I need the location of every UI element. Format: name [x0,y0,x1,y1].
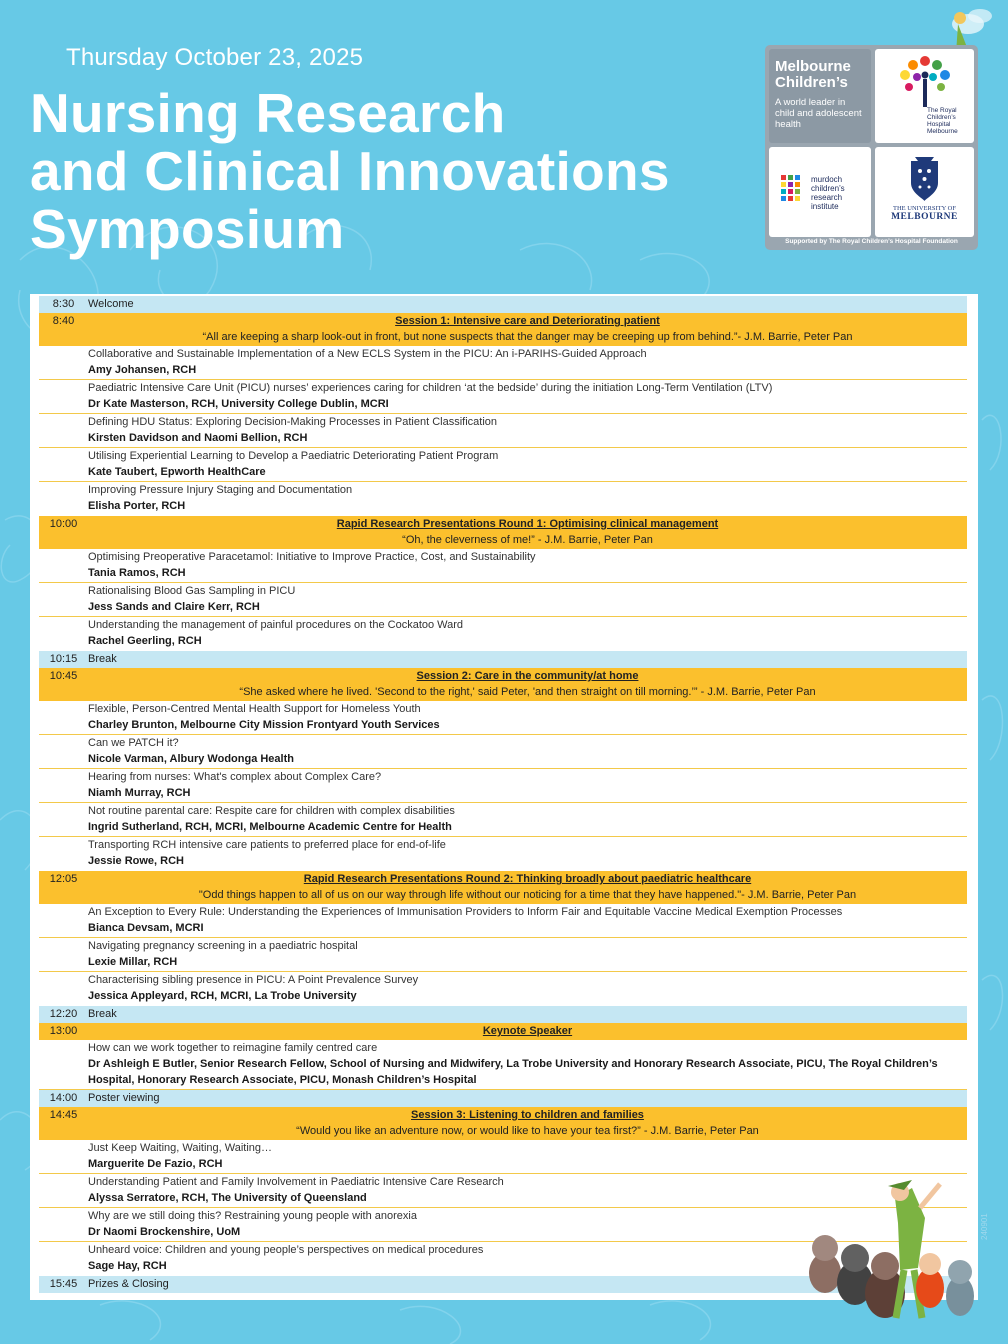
row-time [39,1040,88,1089]
talk-row [39,617,967,651]
talk-title: Collaborative and Sustainable Implementation of a New ECLS System in the PICU: An i-PARIHS-Guided Approach [88,348,647,360]
talk-row [39,448,967,482]
row-label: Welcome [88,298,134,310]
talk-row [39,938,967,972]
session-title: Rapid Research Presentations Round 1: Optimising clinical management [336,518,719,530]
talk-author: Lexie Millar, RCH [88,956,178,968]
schedule-row [39,296,967,313]
talk-row [39,1140,967,1174]
title-line-1: Nursing Research [30,82,506,144]
talk-row [39,346,967,380]
row-time [39,735,88,768]
mc-tagline: A world leader in child and adolescent health [775,97,862,130]
talk-author: Ingrid Sutherland, RCH, MCRI, Melbourne Academic Centre for Health [88,821,452,833]
talk-title: Can we PATCH it? [88,737,179,749]
talk-row [39,837,967,871]
row-time [39,1174,88,1207]
talk-author: Jessica Appleyard, RCH, MCRI, La Trobe University [88,990,357,1002]
session-title: Keynote Speaker [482,1025,573,1037]
row-time: 10:00 [49,518,78,530]
session-header [39,1107,967,1140]
talk-title: Defining HDU Status: Exploring Decision-Making Processes in Patient Classification [88,416,498,428]
row-time [39,617,88,651]
talk-author: Kirsten Davidson and Naomi Bellion, RCH [88,432,308,444]
row-time [39,972,88,1006]
row-time: 8:40 [52,315,75,327]
talk-author: Tania Ramos, RCH [88,567,186,579]
talk-row [39,583,967,617]
talk-title: Transporting RCH intensive care patients to preferred place for end-of-life [88,839,446,851]
talk-row [39,735,967,769]
session-quote: “All are keeping a sharp look-out in front, but none suspects that the danger may be creeping up from behind.”- J.M. Barrie, Peter Pan [202,331,853,343]
mcri-name: murdoch children’s research institute [811,175,845,211]
row-time [39,803,88,836]
talk-row [39,904,967,938]
talk-title: Rationalising Blood Gas Sampling in PICU [88,585,296,597]
row-time: 10:15 [49,653,78,665]
talk-title: Just Keep Waiting, Waiting, Waiting… [88,1142,273,1154]
row-time [39,414,88,447]
row-time: 14:00 [49,1092,78,1104]
talk-title: Characterising sibling presence in PICU: A Point Prevalence Survey [88,974,419,986]
talk-author: Bianca Devsam, MCRI [88,922,204,934]
talk-author: Sage Hay, RCH [88,1260,167,1272]
session-header [39,668,967,701]
event-date: Thursday October 23, 2025 [66,44,364,71]
row-time: 8:30 [52,298,75,310]
talk-title: An Exception to Every Rule: Understanding the Experiences of Immunisation Providers to Inform Fair and Equitable Vaccine Medical Exemption Processes [88,906,843,918]
session-quote: “Oh, the cleverness of me!” - J.M. Barrie, Peter Pan [402,534,653,546]
row-label: Prizes & Closing [88,1278,169,1290]
talk-author: Niamh Murray, RCH [88,787,191,799]
row-time [39,346,88,379]
talk-author: Dr Kate Masterson, RCH, University College Dublin, MCRI [88,398,389,410]
title-line-3: Symposium [30,198,345,260]
talk-author: Rachel Geerling, RCH [88,635,202,647]
talk-row [39,549,967,583]
row-time [39,701,88,734]
session-quote: "Odd things happen to all of us on our way through life without our noticing for a time that they have happened."- J.M. Barrie, Peter Pan [198,889,857,901]
program-rows [39,296,967,1293]
row-time [39,1140,88,1173]
title-line-2: and Clinical Innovations [30,140,670,202]
talk-title: Why are we still doing this? Restraining young people with anorexia [88,1210,417,1222]
row-time [39,583,88,616]
row-time: 12:20 [49,1008,78,1020]
talk-author: Charley Brunton, Melbourne City Mission Frontyard Youth Services [88,719,440,731]
row-time: 10:45 [49,670,78,682]
talk-author: Elisha Porter, RCH [88,500,186,512]
talk-title: Understanding Patient and Family Involvement in Paediatric Intensive Care Research [88,1176,504,1188]
program-table [30,294,978,1300]
session-title: Session 2: Care in the community/at home [416,670,639,682]
session-header [39,1023,967,1040]
talk-title: Flexible, Person-Centred Mental Health Support for Homeless Youth [88,703,421,715]
row-time: 14:45 [49,1109,78,1121]
talk-author: Dr Ashleigh E Butler, Senior Research Fellow, School of Nursing and Midwifery, La Trobe University and Honorary Research Associate, PICU, The Royal Children’s Hospital, Honorary Research Associate, PICU, Monash Children’s Hospital [88,1058,938,1086]
talk-row [39,701,967,735]
print-code: 240901 [980,1213,989,1240]
partner-logos [765,45,978,250]
talk-author: Amy Johansen, RCH [88,364,197,376]
session-header [39,516,967,549]
row-time [39,1208,88,1241]
talk-author: Jessie Rowe, RCH [88,855,184,867]
session-title: Session 1: Intensive care and Deteriorating patient [395,315,660,327]
talk-title: Optimising Preoperative Paracetamol: Initiative to Improve Practice, Cost, and Sustainability [88,551,536,563]
talk-row [39,482,967,516]
talk-author: Dr Naomi Brockenshire, UoM [88,1226,241,1238]
talk-author: Alyssa Serratore, RCH, The University of Queensland [88,1192,367,1204]
rch-tree-icon [875,49,974,109]
rch-logo [875,49,974,143]
mc-brand: Melbourne Children’s [775,58,851,91]
row-time: 15:45 [49,1278,78,1290]
talk-author: Marguerite De Fazio, RCH [88,1158,223,1170]
session-quote: “Would you like an adventure now, or would like to have your tea first?” - J.M. Barrie, Peter Pan [296,1125,759,1137]
session-header [39,313,967,346]
row-time [39,904,88,937]
talk-author: Nicole Varman, Albury Wodonga Health [88,753,294,765]
row-time: 13:00 [49,1025,78,1037]
row-time [39,1242,88,1276]
schedule-row [39,651,967,668]
row-label: Break [88,653,117,665]
uom-name [875,205,974,222]
peter-pan-illustration [800,1178,980,1338]
session-title: Rapid Research Presentations Round 2: Thinking broadly about paediatric healthcare [303,873,752,885]
session-header [39,871,967,904]
talk-row [39,380,967,414]
talk-title: How can we work together to reimagine family centred care [88,1042,378,1054]
session-title: Session 3: Listening to children and families [411,1109,644,1121]
row-time [39,549,88,582]
mcri-grid-icon [769,147,809,237]
row-time [39,482,88,516]
row-label: Break [88,1008,117,1020]
event-title [30,84,670,258]
talk-row [39,414,967,448]
talk-title: Not routine parental care: Respite care for children with complex disabilities [88,805,455,817]
talk-title: Hearing from nurses: What's complex about Complex Care? [88,771,382,783]
schedule-row [39,1090,967,1107]
talk-author: Kate Taubert, Epworth HealthCare [88,466,266,478]
talk-title: Unheard voice: Children and young people’s perspectives on medical procedures [88,1244,484,1256]
row-time [39,837,88,871]
row-label: Poster viewing [88,1092,160,1104]
schedule-row [39,1006,967,1023]
session-quote: “She asked where he lived. 'Second to the right,' said Peter, 'and then straight on till morning.’” - J.M. Barrie, Peter Pan [239,686,816,698]
uom-crest-icon [875,147,974,205]
talk-row [39,972,967,1006]
rch-name: The Royal Children’s Hospital Melbourne [927,107,958,135]
uom-logo [875,147,974,237]
uom-big-text: MELBOURNE [891,212,958,222]
row-time [39,938,88,971]
mcri-logo [769,147,871,237]
talk-title: Improving Pressure Injury Staging and Documentation [88,484,353,496]
talk-title: Navigating pregnancy screening in a paediatric hospital [88,940,358,952]
talk-title: Understanding the management of painful procedures on the Cockatoo Ward [88,619,464,631]
row-time [39,448,88,481]
talk-author: Jess Sands and Claire Kerr, RCH [88,601,260,613]
logos-footer: Supported by The Royal Children’s Hospital Foundation [785,238,958,245]
row-time: 12:05 [49,873,78,885]
talk-title: Paediatric Intensive Care Unit (PICU) nurses’ experiences caring for children ‘at the bedside’ during the initiation Long-Term Ventilation (LTV) [88,382,773,394]
melbourne-childrens-logo [769,49,871,143]
uom-small-text: THE UNIVERSITY OF [893,205,956,212]
talk-row [39,769,967,803]
row-time [39,769,88,802]
keynote-talk [39,1040,967,1090]
talk-title: Utilising Experiential Learning to Develop a Paediatric Deteriorating Patient Program [88,450,499,462]
row-time [39,380,88,413]
talk-row [39,803,967,837]
